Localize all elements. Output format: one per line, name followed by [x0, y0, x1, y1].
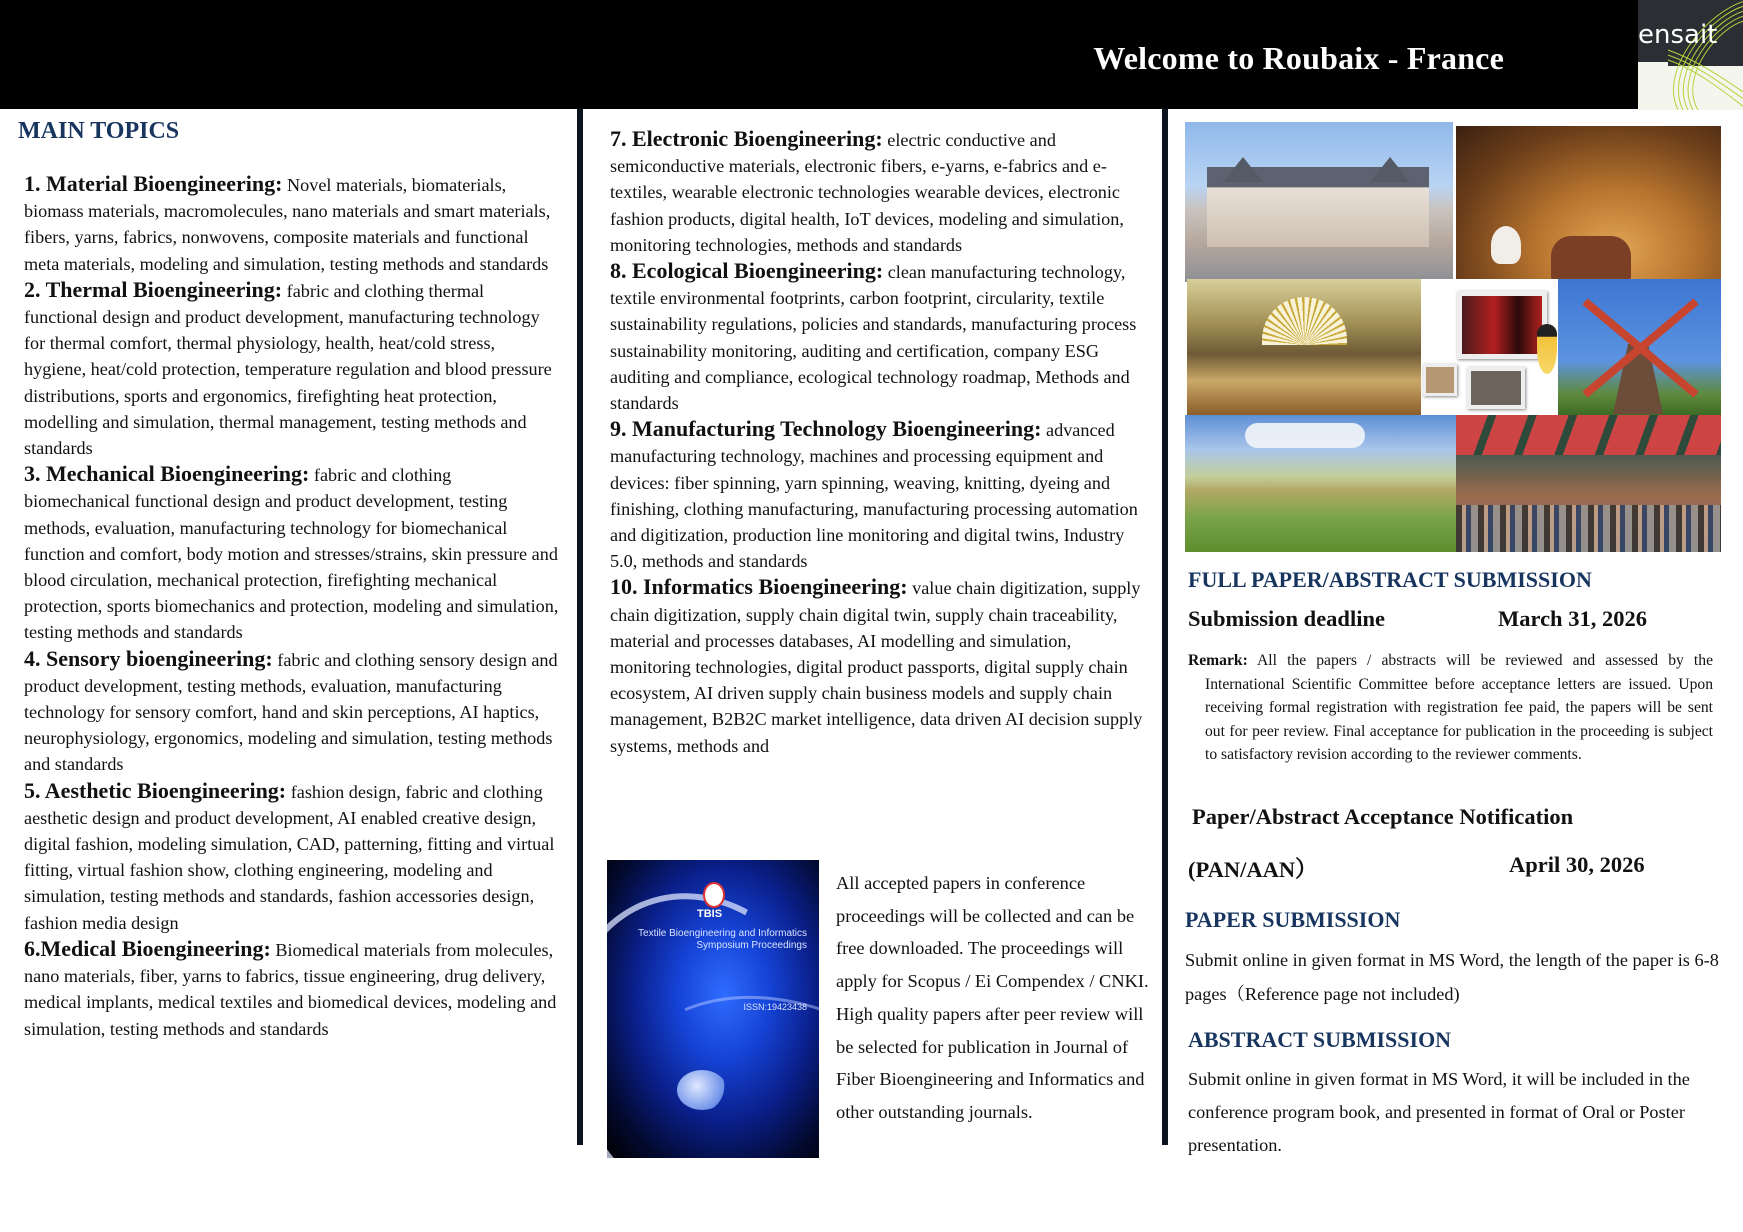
- notification-title: Paper/Abstract Acceptance Notification: [1192, 804, 1574, 829]
- proceedings-text: All accepted papers in conference proceedings will be collected and can be free downloaded. The proceedings will apply for Scopus / Ei Compendex / CNKI. High quality papers after peer review will be selected for publication in Journal of Fiber Bioengineering and Informatics and other outstanding journals.: [836, 873, 1149, 1122]
- topic-label: 3. Mechanical Bioengineering:: [24, 461, 310, 487]
- topic-label: 5. Aesthetic Bioengineering:: [24, 777, 287, 803]
- topic-label: 1. Material Bioengineering:: [24, 171, 283, 196]
- topic-label: 10. Informatics Bioengineering:: [610, 574, 908, 600]
- topic-text: fabric and clothing sensory design and product development, testing methods, evaluation, manufacturing technology for sensory comfort, hand and skin perceptions, AI haptics, neurophysiology, ergonomics, modeling and simulation, testing methods and standards: [24, 649, 558, 775]
- topic-item: [610, 258, 1150, 416]
- deadline-value: March 31, 2026: [1498, 606, 1647, 631]
- remark-text: All the papers / abstracts will be reviewed and assessed by the International Scientific Committee before acceptance letters are issued. Upon receiving formal registration with registration fee paid, the papers will be sent out for peer review. Final acceptance for publication in the proceeding is subject to satisfactory revision according to the reviewer comments.: [1205, 652, 1713, 764]
- topic-text: electric conductive and semiconductive materials, electronic fibers, e-yarns, e-fabrics and e-textiles, wearable electronic technologies wearable devices, electronic fashion products, digital health, IoT devices, modeling and simulation, monitoring technologies, methods and standards: [610, 130, 1124, 255]
- cover-globe-icon: [677, 1070, 727, 1110]
- logo-swirl-icon: [1638, 0, 1743, 110]
- topic-label: 7. Electronic Bioengineering:: [610, 126, 883, 151]
- topic-label: 9. Manufacturing Technology Bioengineering:: [610, 416, 1042, 442]
- topic-text: Biomedical materials from molecules, nano materials, fiber, yarns to fabrics, tissue engineering, drug delivery, medical implants, medical textiles and biomedical devices, modeling and simulation, testing methods and standards: [24, 939, 557, 1039]
- topic-label: 8. Ecological Bioengineering:: [610, 258, 884, 284]
- cover-issn: ISSN:19423438: [743, 1002, 807, 1012]
- beer-frames-photo: [1421, 279, 1558, 415]
- full-submission-heading: FULL PAPER/ABSTRACT SUBMISSION: [1188, 567, 1592, 592]
- topic-text: clean manufacturing technology, textile environmental footprints, carbon footprint, circularity, textile sustainability regulations, policies and standards, manufacturing process sustainability monitoring, auditing and certification, company ESG auditing and compliance, ecological technology roadmap, Methods and standards: [610, 262, 1137, 414]
- deadline-label: Submission deadline: [1188, 606, 1385, 631]
- remark-label: Remark:: [1188, 652, 1248, 669]
- topic-text: value chain digitization, supply chain digitization, supply chain digital twin, supply chain traceability, material and processes databases, AI modelling and simulation, monitoring technologies, digital product passports, digital supply chain ecosystem, AI driven supply chain business models and supply chain management, B2B2C market intelligence, data driven AI decision supply systems, methods and: [610, 578, 1143, 756]
- shopping-street-photo: [1456, 415, 1721, 552]
- paper-submission-heading: PAPER SUBMISSION: [1185, 907, 1401, 932]
- abstract-submission-heading: ABSTRACT SUBMISSION: [1188, 1027, 1452, 1052]
- topic-text: advanced manufacturing technology, machines and processing equipment and devices: fiber spinning, yarn spinning, weaving, knitting, dyeing and finishing, clothing manufacturing, manufacturing processing automation and digitization, production line monitoring and digital twins, Industry 5.0, methods and standards: [610, 420, 1138, 572]
- notification-label: (PAN/AAN）: [1188, 857, 1318, 882]
- submission-deadline-row: [1188, 606, 1708, 632]
- ensait-logo: [1638, 0, 1743, 110]
- topic-item: [24, 778, 559, 936]
- topic-item: [24, 646, 559, 778]
- topic-item: [24, 171, 559, 277]
- topics-column-1: [18, 118, 559, 1042]
- main-topics-heading: MAIN TOPICS: [18, 118, 180, 144]
- column-divider: [1162, 109, 1168, 1145]
- logo-wordmark: ensait: [1638, 20, 1718, 50]
- library-photo: [1456, 126, 1721, 281]
- topic-item: [24, 461, 559, 645]
- cover-acronym: TBIS: [697, 908, 723, 920]
- abstract-submission-text: Submit online in given format in MS Word, it will be included in the conference program book, and presented in format of Oral or Poster presentation.: [1188, 1069, 1690, 1155]
- topic-text: fabric and clothing biomechanical functional design and product development, testing methods, evaluation, manufacturing technology for biomechanical function and comfort, body motion and stresses/strains, skin pressure and blood circulation, mechanical protection, firefighting mechanical protection, sports biomechanics and protection, modeling and simulation, testing methods and standards: [24, 465, 559, 643]
- topic-label: 4. Sensory bioengineering:: [24, 645, 273, 671]
- paper-submission-text: Submit online in given format in MS Word, the length of the paper is 6-8 pages（Reference page not included): [1185, 950, 1719, 1004]
- topic-label: 2. Thermal Bioengineering:: [24, 276, 283, 302]
- town-hall-photo: [1185, 122, 1453, 282]
- remark-paragraph: [1188, 649, 1713, 767]
- topic-item: [610, 416, 1150, 574]
- cover-title: Textile Bioengineering and Informatics Symposium Proceedings: [638, 928, 807, 951]
- column-divider: [577, 109, 583, 1145]
- topics-column-2: [610, 126, 1150, 759]
- topic-label: 6.Medical Bioengineering:: [24, 935, 271, 961]
- proceedings-section: [607, 860, 1152, 1160]
- page-title: Welcome to Roubaix - France: [1093, 40, 1504, 76]
- roubaix-photo-collage: [1185, 122, 1721, 552]
- countryside-photo: [1185, 415, 1456, 552]
- la-piscine-museum-photo: [1187, 279, 1421, 415]
- topic-text: fabric and clothing thermal functional design and product development, manufacturing technology for thermal comfort, thermal physiology, health, heat/cold stress, hygiene, heat/cold protection, temperature regulation and blood pressure distributions, sports and ergonomics, firefighting heat protection, modelling and simulation, thermal management, testing methods and standards: [24, 280, 552, 459]
- tbis-emblem-icon: [703, 882, 725, 908]
- header-bar: [0, 0, 1638, 109]
- topic-item: [24, 936, 559, 1042]
- windmill-photo: [1558, 279, 1721, 415]
- notification-row: [1188, 852, 1708, 884]
- topic-item: [610, 126, 1150, 258]
- topic-item: [610, 574, 1150, 758]
- notification-value: April 30, 2026: [1509, 852, 1645, 877]
- proceedings-cover-image: [607, 860, 819, 1158]
- topic-text: Novel materials, biomaterials, biomass materials, macromolecules, nano materials and smart materials, fibers, yarns, fabrics, nonwovens, composite materials and functional meta materials, modeling and simulation, testing methods and standards: [24, 175, 551, 274]
- topic-text: fashion design, fabric and clothing aesthetic design and product development, AI enabled creative design, digital fashion, modeling simulation, CAD, patterning, fitting and virtual fitting, virtual fashion show, clothing engineering, modeling and simulation, testing methods and standards, fashion accessories design, fashion media design: [24, 781, 555, 933]
- topic-item: [24, 277, 559, 461]
